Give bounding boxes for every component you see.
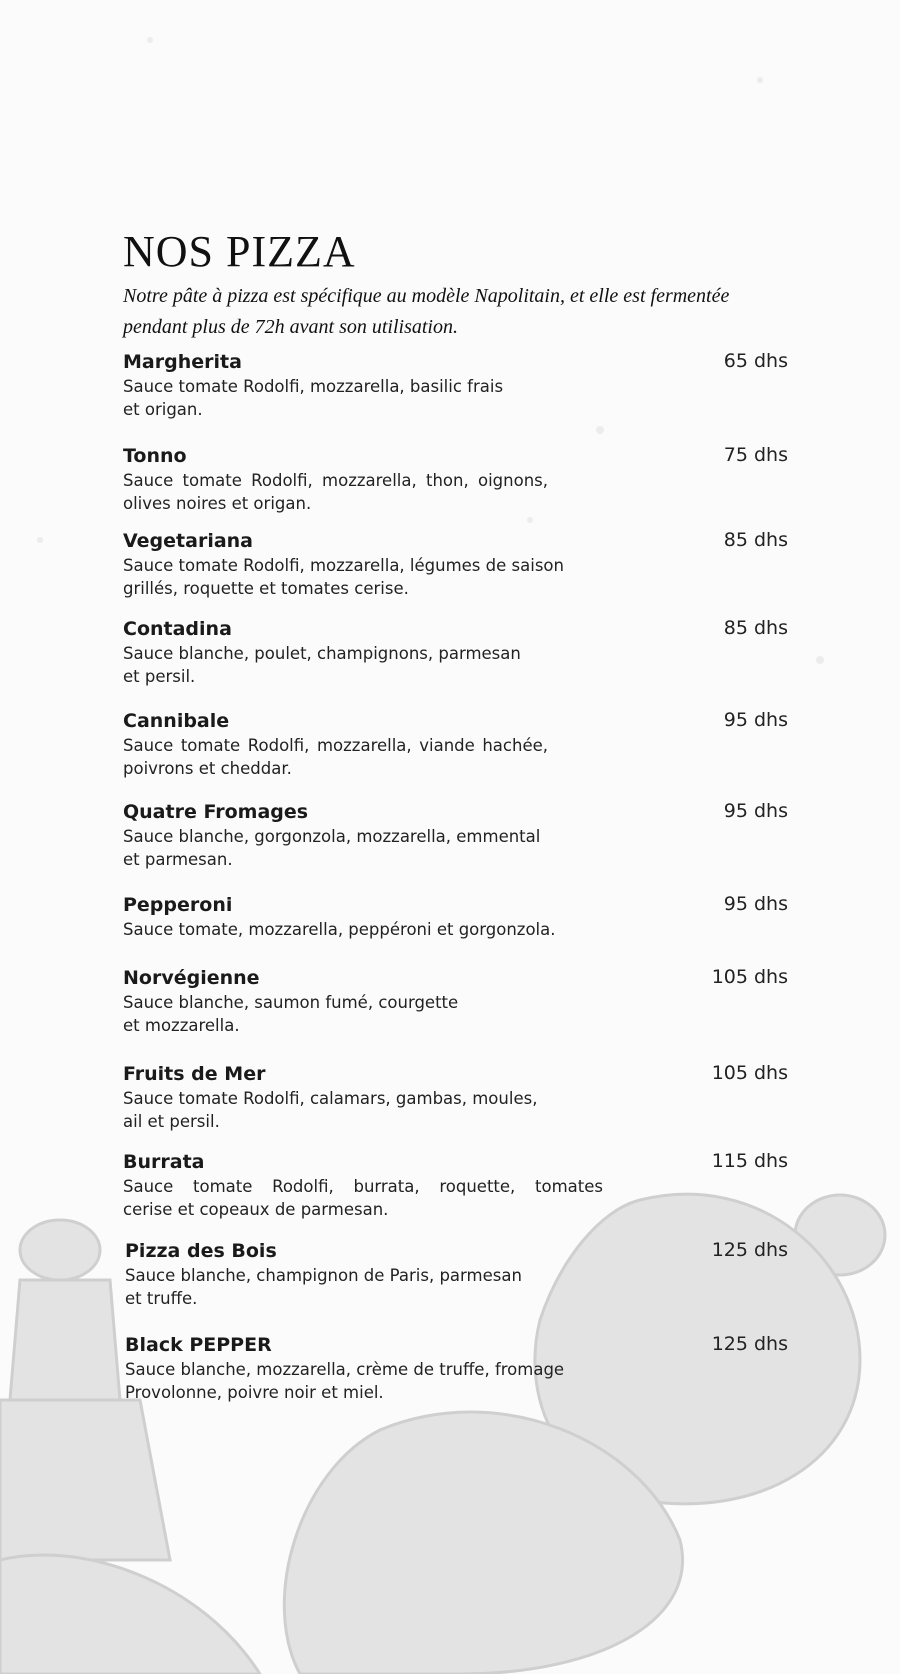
menu-item <box>125 1240 605 1310</box>
pizza-description-line: et persil. <box>123 667 196 686</box>
pizza-name: Cannibale <box>123 710 230 732</box>
pizza-price: 95 dhs <box>723 709 788 731</box>
page-subtitle <box>123 281 783 343</box>
pizza-description-line: ail et persil. <box>123 1112 220 1131</box>
pizza-description-line: Sauce tomate Rodolfi, calamars, gambas, moules, <box>123 1089 538 1108</box>
menu-item <box>123 351 603 421</box>
pizza-price: 65 dhs <box>723 350 788 372</box>
menu-item <box>125 1334 605 1404</box>
pizza-price: 85 dhs <box>723 529 788 551</box>
pizza-description-line: Sauce tomate Rodolfi, mozzarella, basilic frais <box>123 377 504 396</box>
pizza-price: 95 dhs <box>723 893 788 915</box>
page-title: NOS PIZZA <box>123 227 356 276</box>
pizza-description-line: et truffe. <box>125 1289 198 1308</box>
pizza-name: Pepperoni <box>123 894 233 916</box>
pizza-name: Tonno <box>123 445 187 467</box>
pizza-description-line: poivrons et cheddar. <box>123 759 292 778</box>
menu-item <box>123 445 603 515</box>
pizza-name: Fruits de Mer <box>123 1063 266 1085</box>
pizza-description-line: Sauce tomate Rodolfi, mozzarella, légumes de saison <box>123 556 564 575</box>
pizza-name: Margherita <box>123 351 242 373</box>
pizza-description-line: grillés, roquette et tomates cerise. <box>123 579 409 598</box>
pizza-name: Pizza des Bois <box>125 1240 277 1262</box>
pizza-name: Black PEPPER <box>125 1334 272 1356</box>
pizza-description-line: Sauce tomate Rodolfi, mozzarella, viande hachée, <box>123 736 548 755</box>
pizza-price: 75 dhs <box>723 444 788 466</box>
pizza-name: Contadina <box>123 618 232 640</box>
pizza-name: Burrata <box>123 1151 205 1173</box>
pizza-description-line: Sauce blanche, mozzarella, crème de truffe, fromage <box>125 1360 565 1379</box>
subtitle-line: pendant plus de 72h avant son utilisation. <box>123 316 458 338</box>
pizza-price: 115 dhs <box>711 1150 788 1172</box>
menu-item <box>123 710 603 780</box>
pizza-price: 105 dhs <box>711 966 788 988</box>
pizza-name: Norvégienne <box>123 967 260 989</box>
pizza-price: 125 dhs <box>711 1239 788 1261</box>
pizza-price: 95 dhs <box>723 800 788 822</box>
menu-item <box>123 618 603 688</box>
pizza-description-line: cerise et copeaux de parmesan. <box>123 1200 389 1219</box>
menu-item <box>123 1063 603 1133</box>
pizza-description-line: et mozzarella. <box>123 1016 240 1035</box>
pizza-name: Quatre Fromages <box>123 801 309 823</box>
menu-item <box>123 894 603 941</box>
menu-item <box>123 967 603 1037</box>
pizza-price: 125 dhs <box>711 1333 788 1355</box>
pizza-description-line: Sauce blanche, poulet, champignons, parmesan <box>123 644 521 663</box>
pizza-description-line: Sauce blanche, saumon fumé, courgette <box>123 993 459 1012</box>
pizza-price: 85 dhs <box>723 617 788 639</box>
pizza-price: 105 dhs <box>711 1062 788 1084</box>
pizza-description-line: olives noires et origan. <box>123 494 312 513</box>
menu-item <box>123 1151 603 1221</box>
pizza-description-line: Sauce tomate, mozzarella, peppéroni et gorgonzola. <box>123 920 556 939</box>
menu-item <box>123 801 603 871</box>
pizza-description-line: Sauce tomate Rodolfi, burrata, roquette, tomates <box>123 1177 603 1196</box>
pizza-description-line: et origan. <box>123 400 203 419</box>
pizza-description-line: et parmesan. <box>123 850 233 869</box>
pizza-description-line: Sauce blanche, champignon de Paris, parmesan <box>125 1266 522 1285</box>
menu-item <box>123 530 603 600</box>
pizza-description-line: Provolonne, poivre noir et miel. <box>125 1383 384 1402</box>
subtitle-line: Notre pâte à pizza est spécifique au modèle Napolitain, et elle est fermentée <box>123 285 730 307</box>
pizza-description-line: Sauce tomate Rodolfi, mozzarella, thon, oignons, <box>123 471 548 490</box>
pizza-name: Vegetariana <box>123 530 253 552</box>
pizza-description-line: Sauce blanche, gorgonzola, mozzarella, emmental <box>123 827 541 846</box>
